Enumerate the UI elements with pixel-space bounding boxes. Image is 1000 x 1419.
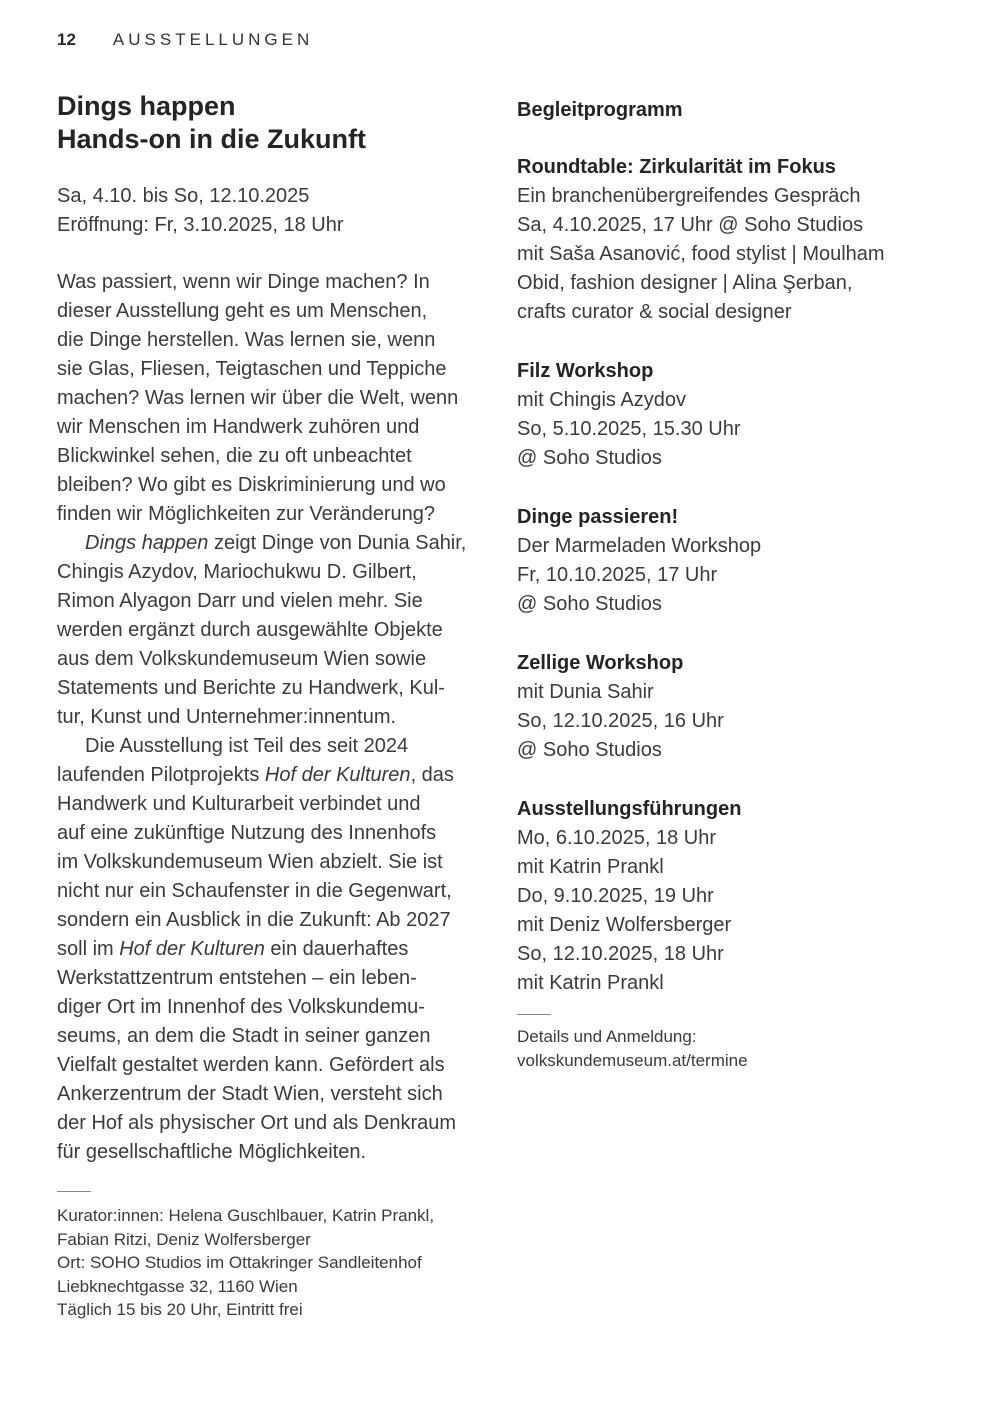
text-run: Was passiert, wenn wir Dinge machen? In dieser Ausstellung geht es um Menschen, die Dinge herstellen. Was lernen sie, wenn sie Glas, Fliesen, Teigtaschen und Teppiche machen? Was lernen wir über die Welt, wenn wir Menschen im Handwerk zuhören und Blickwinkel sehen, die zu oft unbeachtet bleiben? Wo gibt es Diskriminierung und wo finden wir Möglichkeiten zur Veränderung?	[57, 271, 459, 525]
text-run: ein dauerhaftes Werkstattzentrum entstehen – ein leben- diger Ort im Innenhof des Volkskundemu- seums, an dem die Stadt in seiner ganzen Vielfalt gestaltet werden kann. Gefördert als Ankerzentrum der Stadt Wien, versteht sich der Hof als physischer Ort und als Denkraum für gesellschaftliche Möglichkeiten.	[57, 938, 457, 1163]
events-list	[517, 153, 960, 998]
event-body: Mo, 6.10.2025, 18 Uhr mit Katrin Prankl Do, 9.10.2025, 19 Uhr mit Deniz Wolfersberger So, 12.10.2025, 18 Uhr mit Katrin Prankl	[517, 827, 732, 994]
page-number: 12	[57, 30, 76, 49]
event-title: Filz Workshop	[517, 360, 654, 382]
program-heading: Begleitprogramm	[517, 99, 683, 121]
content-columns	[57, 90, 960, 1322]
registration-details: Details und Anmeldung: volkskundemuseum.at/termine	[517, 1027, 748, 1070]
event-title: Dinge passieren!	[517, 506, 679, 528]
event	[517, 357, 960, 473]
italic-text-run: Hof der Kulturen	[119, 938, 265, 960]
event-body: Ein branchenübergreifendes Gespräch Sa, 4.10.2025, 17 Uhr @ Soho Studios mit Saša Asanović, food stylist | Moulham Obid, fashion designer | Alina Şerban, crafts curator & social designer	[517, 185, 885, 323]
event	[517, 153, 960, 327]
event	[517, 795, 960, 998]
details-divider	[517, 1014, 551, 1015]
text-run: zeigt Dinge von Dunia Sahir, Chingis Azydov, Mariochukwu D. Gilbert, Rimon Alyagon Darr und vielen mehr. Sie werden ergänzt durch ausgewählte Objekte aus dem Volkskundemuseum Wien sowie Statements und Berichte zu Handwerk, Kul- tur, Kunst und Unternehmer:innentum.	[57, 532, 467, 728]
event-title: Zellige Workshop	[517, 652, 684, 674]
paragraph	[57, 529, 517, 732]
section-label: AUSSTELLUNGEN	[112, 30, 314, 49]
paragraph	[57, 268, 517, 529]
paragraph	[57, 732, 517, 1167]
text-run: , das Handwerk und Kulturarbeit verbindet und auf eine zukünftige Nutzung des Innenhofs im Volkskundemuseum Wien abzielt. Sie ist nicht nur ein Schaufenster in die Gegenwart, sondern ein Ausblick in die Zukunft: Ab 2027 soll im	[57, 764, 454, 960]
exhibition-dates: Sa, 4.10. bis So, 12.10.2025 Eröffnung: Fr, 3.10.2025, 18 Uhr	[57, 185, 344, 236]
curators-venue-info: Kurator:innen: Helena Guschlbauer, Katrin Prankl, Fabian Ritzi, Deniz Wolfersberger Ort: SOHO Studios im Ottakringer Sandleitenhof Liebknechtgasse 32, 1160 Wien Täglich 15 bis 20 Uhr, Eintritt frei	[57, 1206, 435, 1319]
page-header	[57, 30, 960, 50]
event	[517, 503, 960, 619]
event-body: mit Chingis Azydov So, 5.10.2025, 15.30 Uhr @ Soho Studios	[517, 389, 741, 469]
article-paragraphs	[57, 268, 517, 1167]
event-title: Ausstellungsführungen	[517, 798, 742, 820]
event-body: Der Marmeladen Workshop Fr, 10.10.2025, 17 Uhr @ Soho Studios	[517, 535, 762, 615]
program-column	[517, 90, 960, 1322]
footnote-divider	[57, 1191, 91, 1192]
event	[517, 649, 960, 765]
event-title: Roundtable: Zirkularität im Fokus	[517, 156, 836, 178]
article-column	[57, 90, 517, 1322]
exhibition-title: Dings happen Hands-on in die Zukunft	[57, 91, 366, 154]
text-run: Die Ausstellung ist Teil des seit 2024 laufenden Pilotprojekts	[57, 735, 409, 786]
italic-text-run: Dings happen	[85, 532, 209, 554]
italic-text-run: Hof der Kulturen	[264, 764, 411, 786]
event-body: mit Dunia Sahir So, 12.10.2025, 16 Uhr @ Soho Studios	[517, 681, 724, 761]
